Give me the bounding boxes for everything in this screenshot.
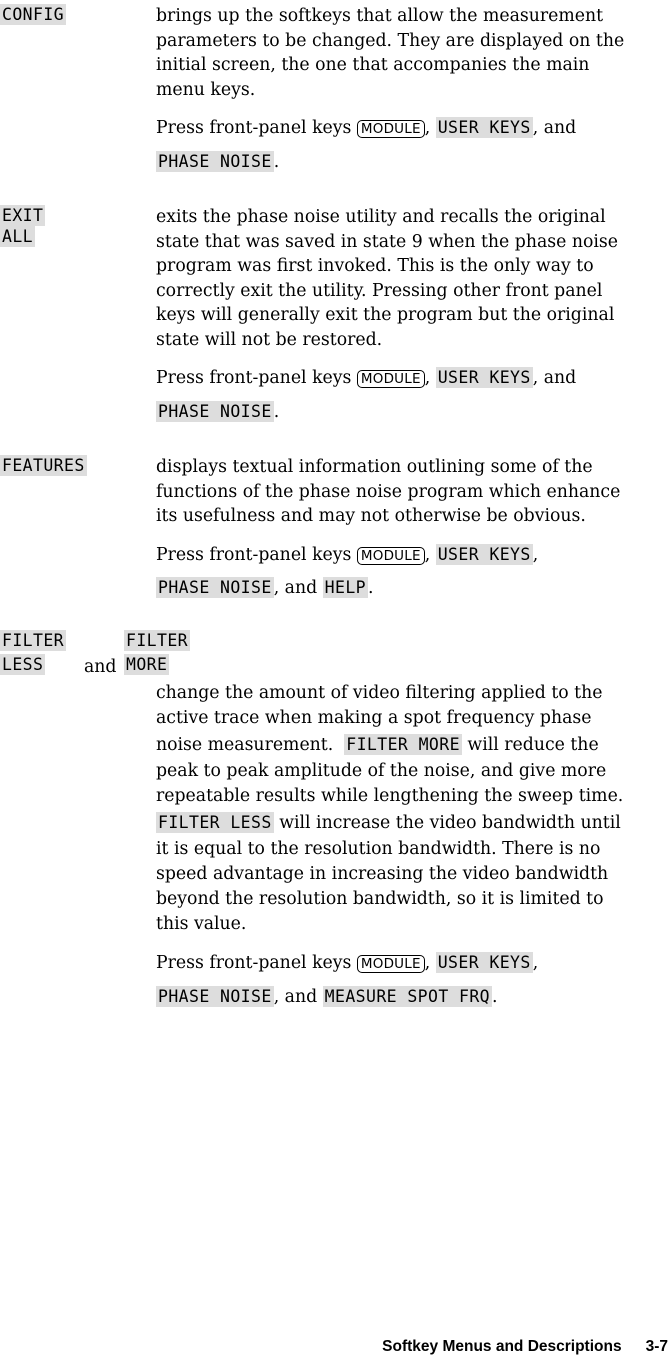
desc-line: state will not be restored. <box>156 329 383 350</box>
desc-line: correctly exit the utility. Pressing other front panel <box>156 280 603 301</box>
press-instruction <box>156 112 666 178</box>
softkey-phase-noise: PHASE NOISE <box>158 151 272 171</box>
page-footer <box>382 1338 668 1364</box>
sep: . <box>368 578 374 598</box>
desc-line: speed advantage in increasing the video bandwidth <box>156 864 609 884</box>
hardkey-module: MODULE <box>357 955 425 973</box>
sep: , and <box>273 986 318 1007</box>
sep: , <box>424 953 431 973</box>
softkey-user-keys: USER KEYS <box>437 118 531 137</box>
desc-line: change the amount of video filtering applied to the <box>156 683 603 703</box>
config-term <box>0 4 66 25</box>
softkey-filter-less-line1: FILTER <box>2 631 65 650</box>
desc-line <box>156 809 666 837</box>
desc-line: menu keys. <box>156 79 256 100</box>
desc-text: will increase the video bandwidth until <box>279 813 621 833</box>
sep: , <box>532 544 539 565</box>
softkey-exit: EXIT <box>2 206 44 225</box>
page-number: 3-7 <box>645 1338 668 1355</box>
desc-line: brings up the softkeys that allow the measurement <box>156 6 604 26</box>
desc-text: noise measurement. <box>156 735 334 755</box>
hardkey-module: MODULE <box>357 547 425 565</box>
softkey-filter-more-line2: MORE <box>126 655 168 674</box>
softkey-features: FEATURES <box>2 456 85 475</box>
softkey-phase-noise: PHASE NOISE <box>158 986 272 1006</box>
softkey-user-keys: USER KEYS <box>437 368 531 387</box>
sep: , and <box>273 578 318 598</box>
desc-line: initial screen, the one that accompanies the main <box>156 55 590 75</box>
exit-all-term <box>0 205 45 247</box>
desc-line: keys will generally exit the program but the original <box>156 305 615 325</box>
desc-line: its usefulness and may not otherwise be obvious. <box>156 506 586 526</box>
desc-line: functions of the phase noise program which enhance <box>156 481 621 502</box>
sep: , <box>424 118 431 138</box>
desc-line: exits the phase noise utility and recalls the original <box>156 207 606 227</box>
desc-line: program was first invoked. This is the only way to <box>156 256 594 276</box>
filter-term <box>0 630 260 686</box>
softkey-measure-spot-frq: MEASURE SPOT FRQ <box>324 986 491 1006</box>
softkey-filter-more: FILTER MORE <box>346 735 460 754</box>
filter-description <box>156 681 666 1013</box>
sep: . <box>273 401 280 422</box>
desc-line: it is equal to the resolution bandwidth. There is no <box>156 839 601 859</box>
sep: , <box>424 368 431 388</box>
softkey-filter-less: FILTER LESS <box>158 813 272 832</box>
filter-less-key <box>0 630 66 675</box>
press-intro: Press front-panel keys <box>156 953 352 973</box>
config-description <box>156 4 666 178</box>
press-intro: Press front-panel keys <box>156 368 352 388</box>
softkey-config: CONFIG <box>2 5 65 24</box>
sep: . <box>492 986 498 1007</box>
sep: , <box>532 953 539 973</box>
desc-line: peak to peak amplitude of the noise, and give more <box>156 761 607 781</box>
desc-line: repeatable results while lengthening the sweep time. <box>156 786 624 806</box>
softkey-filter-more-line1: FILTER <box>126 631 189 650</box>
softkey-phase-noise: PHASE NOISE <box>158 401 272 421</box>
desc-line: displays textual information outlining some of the <box>156 457 593 477</box>
desc-line: this value. <box>156 914 247 934</box>
hardkey-module: MODULE <box>357 120 425 138</box>
footer-section-title: Softkey Menus and Descriptions <box>382 1338 622 1355</box>
press-instruction <box>156 947 666 1013</box>
softkey-user-keys: USER KEYS <box>437 953 531 972</box>
exit-all-description <box>156 205 666 428</box>
desc-line <box>156 731 666 759</box>
desc-line: beyond the resolution bandwidth, so it is limited to <box>156 889 604 909</box>
desc-line: parameters to be changed. They are displayed on the <box>156 30 625 51</box>
softkey-user-keys: USER KEYS <box>437 544 531 564</box>
press-intro: Press front-panel keys <box>156 544 352 565</box>
softkey-phase-noise: PHASE NOISE <box>158 578 272 597</box>
sep: , and <box>532 118 577 138</box>
desc-line: state that was saved in state 9 when the phase noise <box>156 231 618 252</box>
and-word: and <box>84 657 117 677</box>
desc-line: active trace when making a spot frequency phase <box>156 708 592 728</box>
press-intro: Press front-panel keys <box>156 118 352 138</box>
softkey-help: HELP <box>324 578 367 597</box>
softkey-all: ALL <box>2 227 34 246</box>
sep: , and <box>532 368 577 388</box>
press-instruction <box>156 539 666 605</box>
filter-more-key <box>124 630 190 675</box>
hardkey-module: MODULE <box>357 370 425 388</box>
features-description <box>156 455 666 605</box>
features-term <box>0 455 87 476</box>
softkey-filter-less-line2: LESS <box>2 655 44 674</box>
sep: . <box>273 151 280 172</box>
desc-text: will reduce the <box>467 735 599 755</box>
press-instruction <box>156 362 666 428</box>
sep: , <box>424 544 431 565</box>
